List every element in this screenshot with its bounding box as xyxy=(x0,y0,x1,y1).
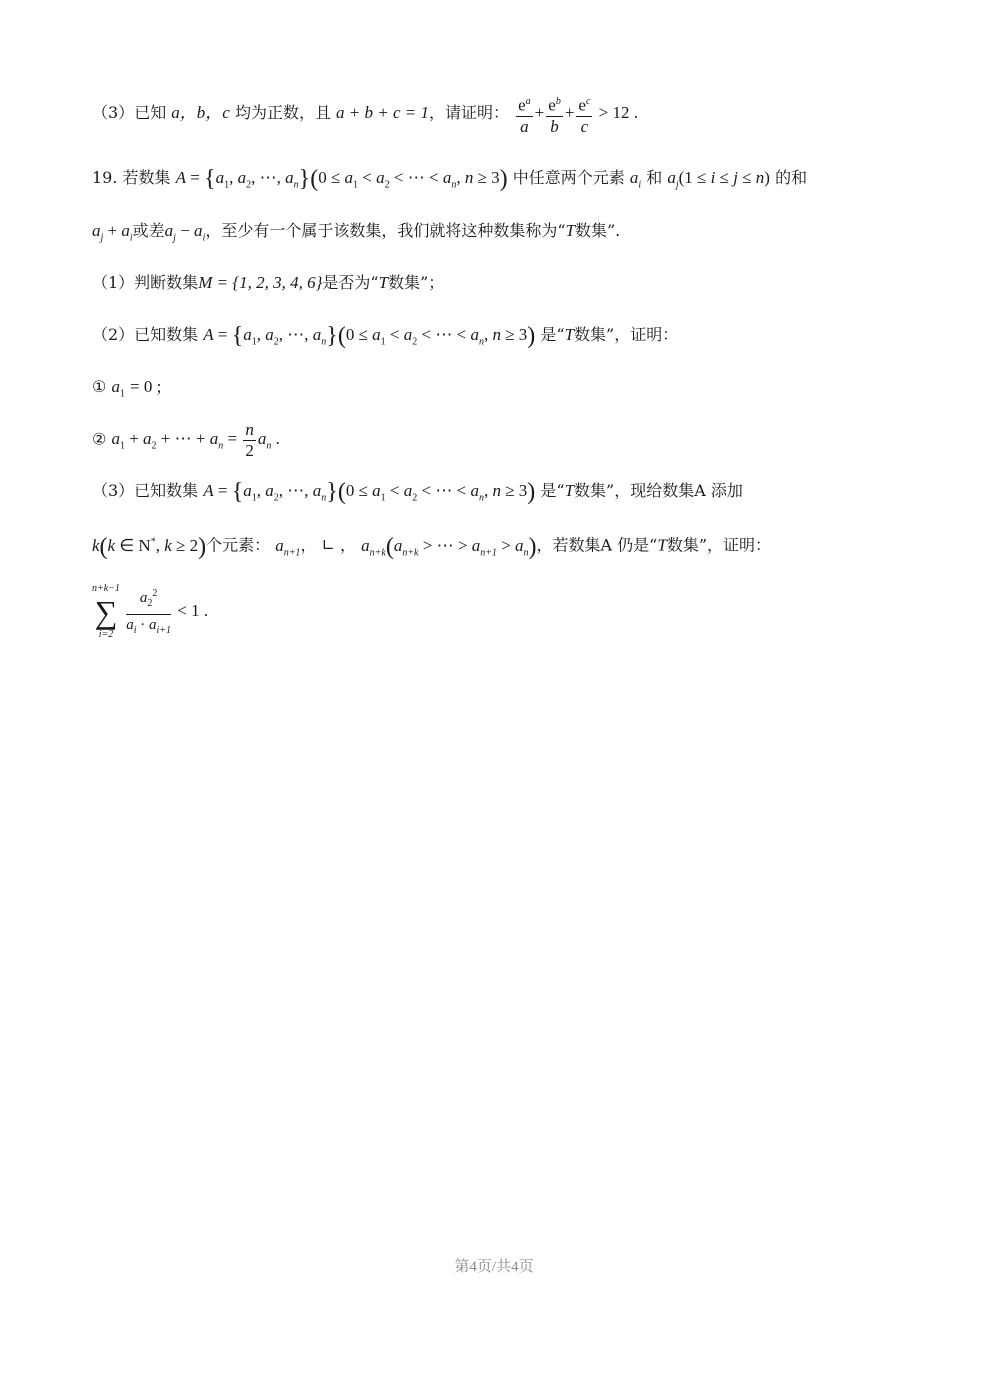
math: $a_i$ xyxy=(629,168,642,191)
question-number: 19. xyxy=(92,168,118,187)
math: T xyxy=(564,481,575,500)
text: 数集”，证明： xyxy=(574,325,679,344)
math: T xyxy=(564,325,575,344)
part-label: （3） xyxy=(92,103,135,123)
math: T xyxy=(657,535,667,555)
text: 是否为“ xyxy=(322,273,379,292)
math: T xyxy=(565,221,575,240)
text: 是“ xyxy=(540,481,565,500)
proof-expression: $\frac{e^a}{a}$ + $\frac{e^b}{b}$ + $\frac{e^c}{c}$ xyxy=(514,103,599,122)
math: $a_j - a_i$ xyxy=(164,221,206,244)
part-label: （3）已知数集 xyxy=(92,481,199,500)
text: 若数集 xyxy=(122,168,171,187)
part-label: （1）判断数集 xyxy=(92,273,199,292)
text: 已知 xyxy=(134,103,167,123)
math: $a_j + a_i$ xyxy=(92,221,133,244)
q19-part2-item1 xyxy=(92,376,161,405)
text: 数集”. xyxy=(574,221,621,240)
q19-part1 xyxy=(92,272,444,294)
math: $a_1 + a_2$ + ⋯ + $a_n$ = $\frac{n}{2}$ $a_n$ . xyxy=(111,420,280,460)
q19-part3-line2 xyxy=(92,531,771,564)
math: $a_{n+k}(a_{n+k}$ > ⋯ > $a_{n+1} > a_n$) xyxy=(361,533,537,560)
part-label: （2）已知数集 xyxy=(92,325,199,344)
text: 均为正数，且 xyxy=(234,103,331,123)
text: ，请证明： xyxy=(429,103,510,123)
text: 数集”，现给数集A 添加 xyxy=(574,481,743,500)
set-expression: $A = \{a_1$, $a_2$, ⋯, $a_n\}(0 \le a_1 < a_2$ < ⋯ < $a_n$, n ≥ 3) xyxy=(203,479,536,505)
text: 或差 xyxy=(132,221,165,240)
text: 和 xyxy=(646,168,663,187)
math: $a_1$ xyxy=(111,377,125,400)
text: 的和 xyxy=(775,168,808,187)
set-expression: $A = \{a_1$, $a_2$, ⋯, $a_n\}(0 \le a_1 < a_2$ < ⋯ < $a_n$, n ≥ 3) xyxy=(175,166,508,192)
set-expression: $A = \{a_1$, $a_2$, ⋯, $a_n\}(0 \le a_1 < a_2$ < ⋯ < $a_n$, n ≥ 3) xyxy=(203,323,536,349)
sum-expression: n+k−1 ∑ i=2 $\frac{a_2^2}{a_i \cdot a_{i+1}}$ < 1 . xyxy=(92,583,209,640)
text: ， ∟ ， xyxy=(300,535,357,555)
variables: a，b，c xyxy=(171,103,230,123)
q19-part2 xyxy=(92,324,678,353)
text: ，若数集A 仍是“ xyxy=(536,535,658,555)
text: ，至少有一个属于该数集，我们就将这种数集称为“ xyxy=(205,221,566,240)
text: 中任意两个元素 xyxy=(512,168,625,187)
math: T xyxy=(378,273,389,292)
page-footer: 第4页/共4页 xyxy=(454,1259,534,1275)
q19-part3 xyxy=(92,480,743,509)
text: 数集”，证明： xyxy=(666,535,772,555)
q19-part3-inequality xyxy=(92,582,208,642)
text: > 12 . xyxy=(598,103,638,123)
condition: a + b + c = 1 xyxy=(336,103,430,123)
q18-part3 xyxy=(92,92,638,137)
text: 个元素： xyxy=(206,535,271,555)
text: 是“ xyxy=(540,325,565,344)
text: = 0 ; xyxy=(130,377,162,396)
math: $a_{n+1}$ xyxy=(275,535,301,559)
q19-line1 xyxy=(92,167,807,196)
math: k(k ∈ N*, k ≥ 2) xyxy=(92,533,207,560)
set-M: M = {1, 2, 3, 4, 6} xyxy=(198,273,323,292)
q19-line2 xyxy=(92,220,620,249)
item-marker: ① xyxy=(92,377,107,396)
q19-part2-item2 xyxy=(92,420,280,461)
math: $a_j(1 \le i \le j \le n)$ xyxy=(667,168,770,191)
item-marker: ② xyxy=(92,429,107,449)
text: 数集”； xyxy=(388,273,445,292)
